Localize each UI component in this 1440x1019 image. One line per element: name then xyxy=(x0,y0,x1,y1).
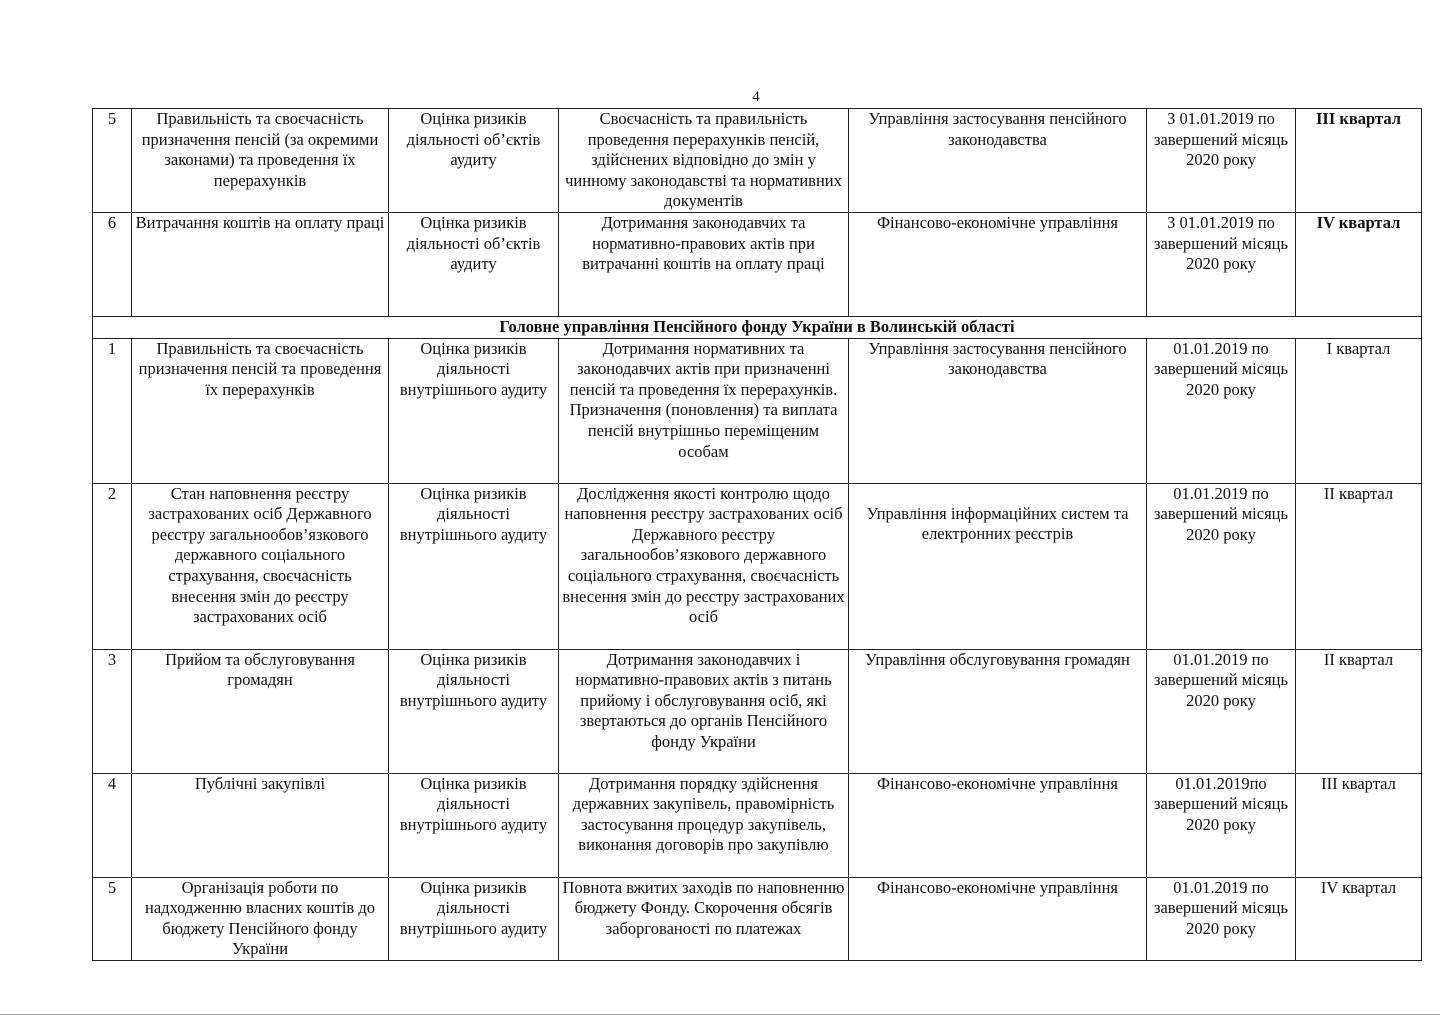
audited-period: 01.01.2019 по завершений місяць 2020 року xyxy=(1147,877,1296,960)
page-number: 4 xyxy=(752,89,760,105)
audit-issues: Дотримання законодавчих та нормативно-правових актів при витрачанні коштів на оплату праці xyxy=(559,212,849,316)
audited-period: З 01.01.2019 по завершений місяць 2020 року xyxy=(1147,109,1296,213)
table-row xyxy=(93,649,1422,773)
row-number: 4 xyxy=(93,773,132,877)
audit-term: ІІІ квартал xyxy=(1296,109,1422,213)
audit-term: IV квартал xyxy=(1296,877,1422,960)
table-row xyxy=(93,109,1422,213)
section-title: Головне управління Пенсійного фонду України в Волинській області xyxy=(93,316,1422,338)
table-row xyxy=(93,338,1422,483)
audit-type: Оцінка ризиків діяльності внутрішнього аудиту xyxy=(389,338,559,483)
audit-issues: Дотримання законодавчих і нормативно-правових актів з питань прийому і обслуговування осіб, які звертаються до органів Пенсійного фонду України xyxy=(559,649,849,773)
audit-term: ІІІ квартал xyxy=(1296,773,1422,877)
audited-period: 01.01.2019 по завершений місяць 2020 року xyxy=(1147,483,1296,649)
audit-subject: Витрачання коштів на оплату праці xyxy=(132,212,389,316)
audit-issues: Повнота вжитих заходів по наповненню бюджету Фонду. Скорочення обсягів заборгованості по платежах xyxy=(559,877,849,960)
section-header-row xyxy=(93,316,1422,338)
audit-issues: Дотримання нормативних та законодавчих актів при призначенні пенсій та проведення їх перерахунків. Призначення (поновлення) та виплата пенсій внутрішньо переміщеним особам xyxy=(559,338,849,483)
audit-subject: Правильність та своєчасність призначення пенсій (за окремими законами) та проведення їх перерахунків xyxy=(132,109,389,213)
audit-issues: Дотримання порядку здійснення державних закупівель, правомірність застосування процедур закупівель, виконання договорів про закупівлю xyxy=(559,773,849,877)
audit-term: ІІ квартал xyxy=(1296,649,1422,773)
responsible-unit: Управління інформаційних систем та електронних реєстрів xyxy=(849,483,1147,649)
row-number: 3 xyxy=(93,649,132,773)
audit-type: Оцінка ризиків діяльності внутрішнього аудиту xyxy=(389,649,559,773)
scan-edge-line xyxy=(0,1014,1440,1015)
row-number: 2 xyxy=(93,483,132,649)
row-number: 5 xyxy=(93,109,132,213)
audit-term: ІІ квартал xyxy=(1296,483,1422,649)
audited-period: З 01.01.2019 по завершений місяць 2020 року xyxy=(1147,212,1296,316)
audit-term: IV квартал xyxy=(1296,212,1422,316)
responsible-unit: Управління обслуговування громадян xyxy=(849,649,1147,773)
table-row xyxy=(93,483,1422,649)
audit-type: Оцінка ризиків діяльності внутрішнього аудиту xyxy=(389,773,559,877)
audit-subject: Стан наповнення реєстру застрахованих осіб Державного реєстру загальнообов’язкового державного соціального страхування, своєчасність внесення змін до реєстру застрахованих осіб xyxy=(132,483,389,649)
responsible-unit: Управління застосування пенсійного законодавства xyxy=(849,338,1147,483)
responsible-unit: Фінансово-економічне управління xyxy=(849,877,1147,960)
table-row xyxy=(93,212,1422,316)
audit-subject: Публічні закупівлі xyxy=(132,773,389,877)
audited-period: 01.01.2019 по завершений місяць 2020 року xyxy=(1147,338,1296,483)
audited-period: 01.01.2019 по завершений місяць 2020 року xyxy=(1147,649,1296,773)
row-number: 5 xyxy=(93,877,132,960)
audit-subject: Організація роботи по надходженню власних коштів до бюджету Пенсійного фонду України xyxy=(132,877,389,960)
audit-plan-table xyxy=(92,108,1422,961)
audit-type: Оцінка ризиків діяльності внутрішнього аудиту xyxy=(389,877,559,960)
audit-type: Оцінка ризиків діяльності внутрішнього аудиту xyxy=(389,483,559,649)
audit-subject: Правильність та своєчасність призначення пенсій та проведення їх перерахунків xyxy=(132,338,389,483)
row-number: 6 xyxy=(93,212,132,316)
audit-issues: Своєчасність та правильність проведення перерахунків пенсій, здійснених відповідно до змін у чинному законодавстві та нормативних документів xyxy=(559,109,849,213)
audit-type: Оцінка ризиків діяльності об’єктів аудиту xyxy=(389,109,559,213)
responsible-unit: Управління застосування пенсійного законодавства xyxy=(849,109,1147,213)
audited-period: 01.01.2019по завершений місяць 2020 року xyxy=(1147,773,1296,877)
row-number: 1 xyxy=(93,338,132,483)
responsible-unit: Фінансово-економічне управління xyxy=(849,212,1147,316)
audit-issues: Дослідження якості контролю щодо наповнення реєстру застрахованих осіб Державного реєстру загальнообов’язкового державного соціального страхування, своєчасність внесення змін до реєстру застрахованих осіб xyxy=(559,483,849,649)
audit-subject: Прийом та обслуговування громадян xyxy=(132,649,389,773)
table-row xyxy=(93,773,1422,877)
responsible-unit: Фінансово-економічне управління xyxy=(849,773,1147,877)
audit-term: І квартал xyxy=(1296,338,1422,483)
audit-type: Оцінка ризиків діяльності об’єктів аудиту xyxy=(389,212,559,316)
table-row xyxy=(93,877,1422,960)
